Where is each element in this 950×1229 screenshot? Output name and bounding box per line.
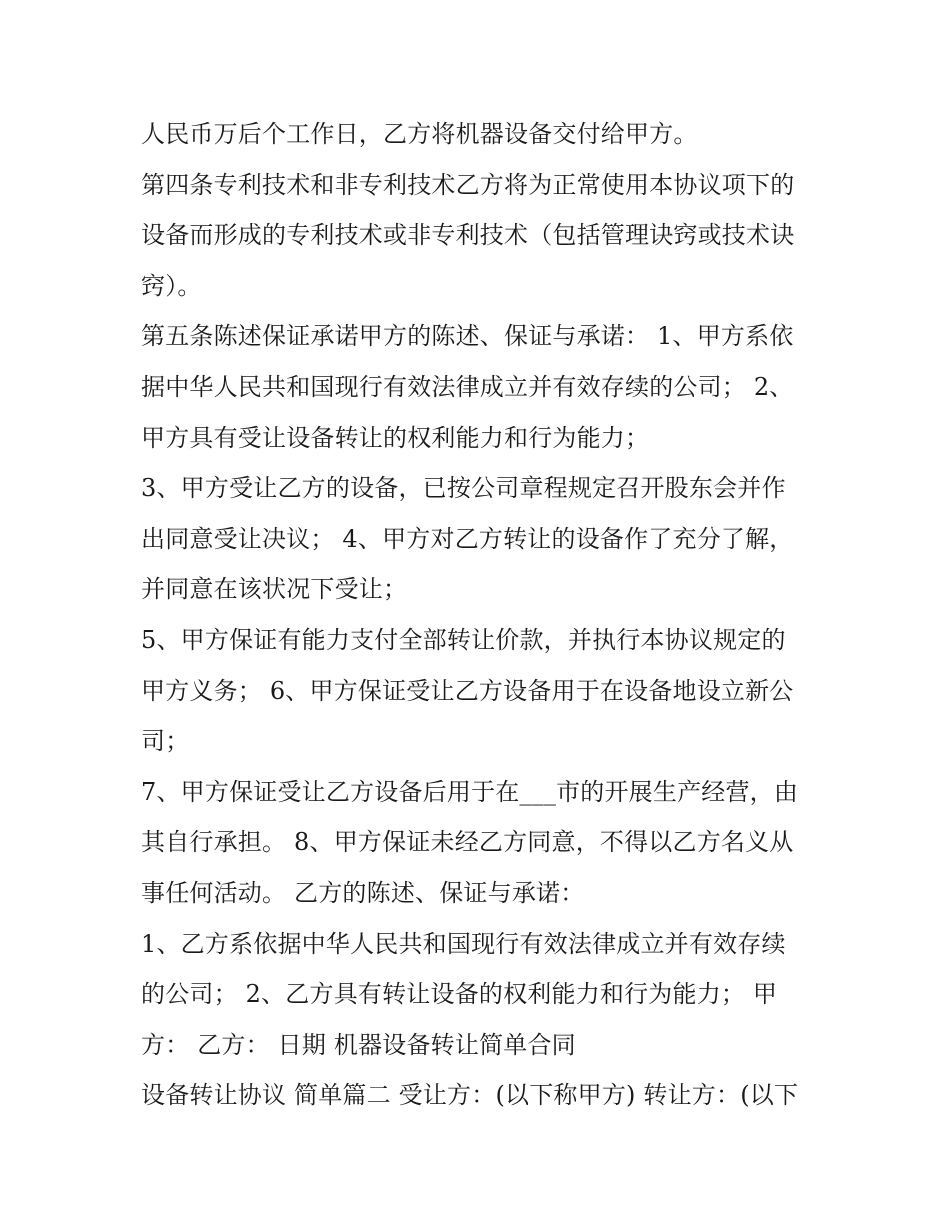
text-line: 据中华人民共和国现行有效法律成立并有效存续的公司； 2、 (141, 372, 794, 401)
text-line: 事任何活动。 乙方的陈述、保证与承诺： (141, 878, 585, 907)
text-line: 5、甲方保证有能力支付全部转让价款，并执行本协议规定的 (141, 625, 786, 654)
text-line: 甲方义务； 6、甲方保证受让乙方设备用于在设备地设立新公 (141, 676, 794, 705)
text-line: 1、乙方系依据中华人民共和国现行有效法律成立并有效存续 (141, 929, 786, 958)
text-line: 窍）。 (141, 271, 202, 300)
text-line: 出同意受让决议； 4、甲方对乙方转让的设备作了充分了解， (141, 524, 794, 553)
text-line: 并同意在该状况下受让； (141, 575, 408, 604)
text-line: 人民币万后个工作日，乙方将机器设备交付给甲方。 (141, 120, 698, 148)
text-line: 其自行承担。 8、甲方保证未经乙方同意，不得以乙方名义从 (141, 828, 794, 857)
text-line: 的公司； 2、乙方具有转让设备的权利能力和行为能力； 甲 (141, 980, 778, 1009)
text-line: 方： 乙方： 日期 机器设备转让简单合同 (141, 1030, 576, 1059)
text-line: 第五条陈述保证承诺甲方的陈述、保证与承诺： 1、甲方系依 (141, 322, 794, 351)
text-line: 7、甲方保证受让乙方设备后用于在___市的开展生产经营，由 (141, 777, 799, 806)
document-body (141, 109, 821, 1121)
text-line: 司； (141, 727, 190, 756)
text-line: 甲方具有受让设备转让的权利能力和行为能力； (141, 423, 650, 452)
text-line: 设备而形成的专利技术或非专利技术（包括管理诀窍或技术诀 (141, 221, 795, 250)
text-line: 3、甲方受让乙方的设备，已按公司章程规定召开股东会并作 (141, 474, 786, 503)
text-line: 设备转让协议 简单篇二 受让方：(以下称甲方) 转让方：(以下 (141, 1081, 799, 1110)
text-line: 第四条专利技术和非专利技术乙方将为正常使用本协议项下的 (141, 170, 795, 199)
